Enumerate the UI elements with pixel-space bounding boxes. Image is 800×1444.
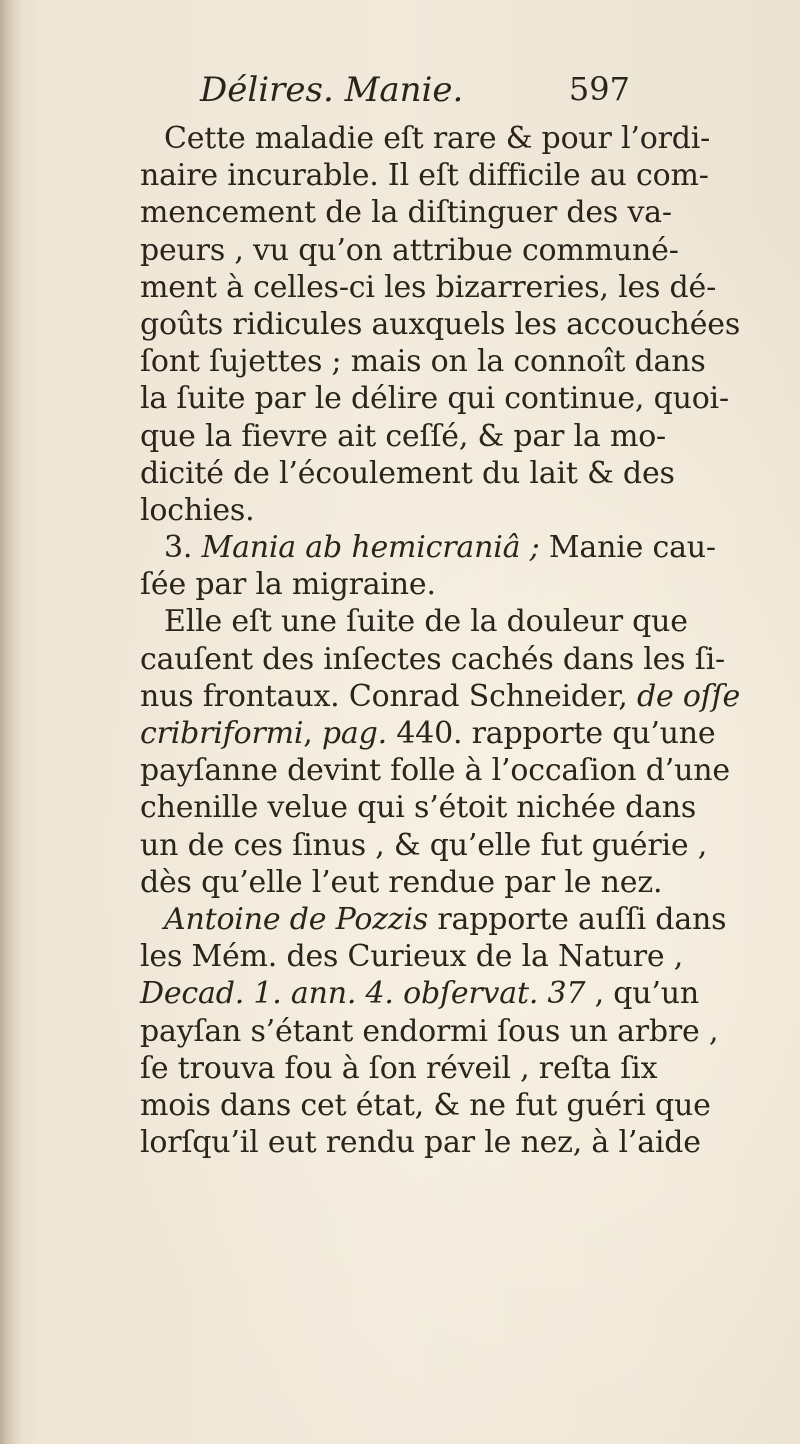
italic-text-segment: Antoine de Pozzis: [164, 901, 429, 937]
text-line: [140, 194, 672, 231]
text-line: [140, 1013, 719, 1050]
italic-text-segment: pag.: [321, 716, 387, 751]
text-line: [140, 864, 663, 901]
text-line: [140, 938, 684, 975]
text-line: [140, 306, 741, 343]
text-line: [140, 492, 640, 529]
text-segment: la ſuite par le délire qui continue, quoi-: [140, 381, 729, 417]
text-line: [140, 715, 716, 752]
text-segment: Cette maladie eſt rare & pour l’ordi-: [164, 121, 711, 156]
text-line: [140, 269, 717, 306]
text-segment: dicité de l’écoulement du lait & des: [140, 455, 675, 491]
text-segment: ſe trouva fou à ſon réveil , reſta ſix: [140, 1050, 658, 1086]
text-segment: peurs , vu qu’on attribue communé-: [140, 232, 679, 268]
text-line: [140, 529, 716, 566]
text-line: [140, 120, 711, 157]
text-line: [140, 1124, 701, 1161]
text-segment: cauſent des inſectes cachés dans les ſi-: [140, 641, 725, 677]
text-segment: ſont ſujettes ; mais on la connoît dans: [140, 344, 706, 380]
text-line: [140, 789, 697, 826]
text-segment: rapporte auſſi dans: [428, 901, 727, 937]
italic-text-segment: Decad. 1. ann. 4. obſervat. 37: [140, 976, 586, 1012]
text-line: [140, 603, 688, 640]
italic-text-segment: cribriformi: [140, 716, 304, 751]
text-segment: lochies.: [140, 492, 255, 528]
text-segment: chenille velue qui s’étoit nichée dans: [140, 790, 697, 826]
text-line: [140, 641, 725, 678]
text-segment: ſée par la migraine.: [140, 567, 436, 603]
text-segment: 440. rapporte qu’une: [386, 716, 716, 751]
text-line: [140, 157, 709, 194]
text-segment: nus frontaux. Conrad Schneider,: [140, 678, 637, 714]
text-line: [140, 1087, 711, 1124]
text-segment: ment à celles-ci les bizarreries, les dé-: [140, 269, 717, 305]
text-line: [140, 343, 706, 380]
text-line: [140, 232, 679, 269]
text-segment: que la fievre ait ceſſé, & par la mo-: [140, 418, 666, 454]
italic-text-segment: de oſſe: [636, 678, 741, 714]
text-line: [140, 380, 729, 417]
body-text: [140, 120, 741, 1161]
text-line: [140, 752, 730, 789]
text-line: [140, 678, 741, 715]
text-segment: mois dans cet état, & ne fut guéri que: [140, 1087, 711, 1123]
text-segment: Elle eſt une ſuite de la douleur que: [164, 604, 688, 640]
text-segment: Manie cau-: [539, 530, 716, 566]
page-header: [200, 70, 630, 120]
text-segment: ,: [303, 716, 322, 751]
text-line: [140, 418, 666, 455]
text-segment: payſan s’étant endormi ſous un arbre ,: [140, 1013, 719, 1049]
text-segment: un de ces ſinus , & qu’elle fut guérie ,: [140, 827, 708, 863]
text-segment: dès qu’elle l’eut rendue par le nez.: [140, 864, 663, 900]
text-segment: goûts ridicules auxquels les accouchées: [140, 306, 741, 342]
text-segment: mencement de la diſtinguer des va-: [140, 195, 672, 231]
page-number: 597: [568, 70, 630, 108]
text-line: [140, 901, 727, 938]
text-line: [140, 455, 675, 492]
text-segment: 3.: [164, 530, 202, 566]
text-line: [140, 975, 700, 1012]
italic-text-segment: Mania ab hemicraniâ ;: [201, 530, 540, 566]
text-segment: payſanne devint folle à l’occaſion d’une: [140, 753, 730, 789]
text-segment: , qu’un: [585, 976, 700, 1012]
text-segment: lorſqu’il eut rendu par le nez, à l’aide: [140, 1125, 701, 1161]
running-title: Délires. Manie.: [200, 70, 464, 110]
text-line: [140, 827, 708, 864]
page-gutter-shadow: [0, 0, 22, 1444]
text-line: [140, 566, 640, 603]
text-segment: les Mém. des Curieux de la Nature ,: [140, 939, 684, 975]
text-line: [140, 1050, 658, 1087]
text-segment: naire incurable. Il eſt difficile au com-: [140, 158, 709, 194]
